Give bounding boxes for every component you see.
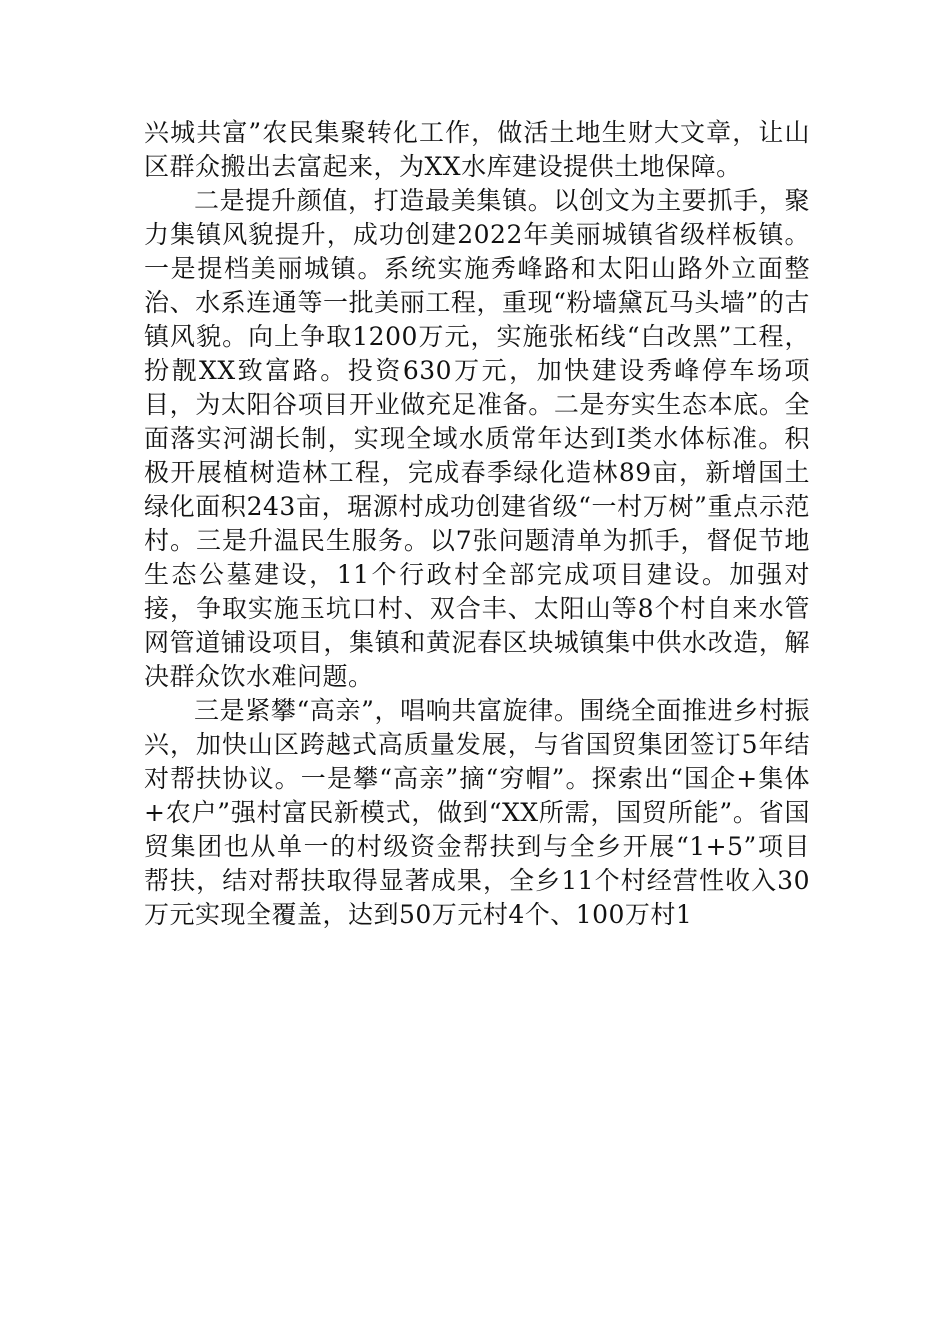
paragraph-continuation: 兴城共富”农民集聚转化工作，做活土地生财大文章，让山区群众搬出去富起来，为XX水库建设提供土地保障。 [144, 118, 810, 181]
document-body [144, 116, 810, 932]
paragraph-common-prosperity: 三是紧攀“高亲”，唱响共富旋律。围绕全面推进乡村振兴，加快山区跨越式高质量发展，与省国贸集团签订5年结对帮扶协议。一是攀“高亲”摘“穷帽”。探索出“国企+集体+农户”强村富民新模式，做到“XX所需，国贸所能”。省国贸集团也从单一的村级资金帮扶到与全乡开展“1+5”项目帮扶，结对帮扶取得显著成果，全乡11个村经营性收入30万元实现全覆盖，达到50万元村4个、100万村1 [144, 696, 810, 929]
paragraph-improve-appearance: 二是提升颜值，打造最美集镇。以创文为主要抓手，聚力集镇风貌提升，成功创建2022年美丽城镇省级样板镇。一是提档美丽城镇。系统实施秀峰路和太阳山路外立面整治、水系连通等一批美丽工程，重现“粉墙黛瓦马头墙”的古镇风貌。向上争取1200万元，实施张柘线“白改黑”工程，扮靓XX致富路。投资630万元，加快建设秀峰停车场项目，为太阳谷项目开业做充足准备。二是夯实生态本底。全面落实河湖长制，实现全域水质常年达到Ⅰ类水体标准。积极开展植树造林工程，完成春季绿化造林89亩，新增国土绿化面积243亩，琚源村成功创建省级“一村万树”重点示范村。三是升温民生服务。以7张问题清单为抓手，督促节地生态公墓建设，11个行政村全部完成项目建设。加强对接，争取实施玉坑口村、双合丰、太阳山等8个村自来水管网管道铺设项目，集镇和黄泥春区块城镇集中供水改造，解决群众饮水难问题。 [144, 186, 810, 691]
